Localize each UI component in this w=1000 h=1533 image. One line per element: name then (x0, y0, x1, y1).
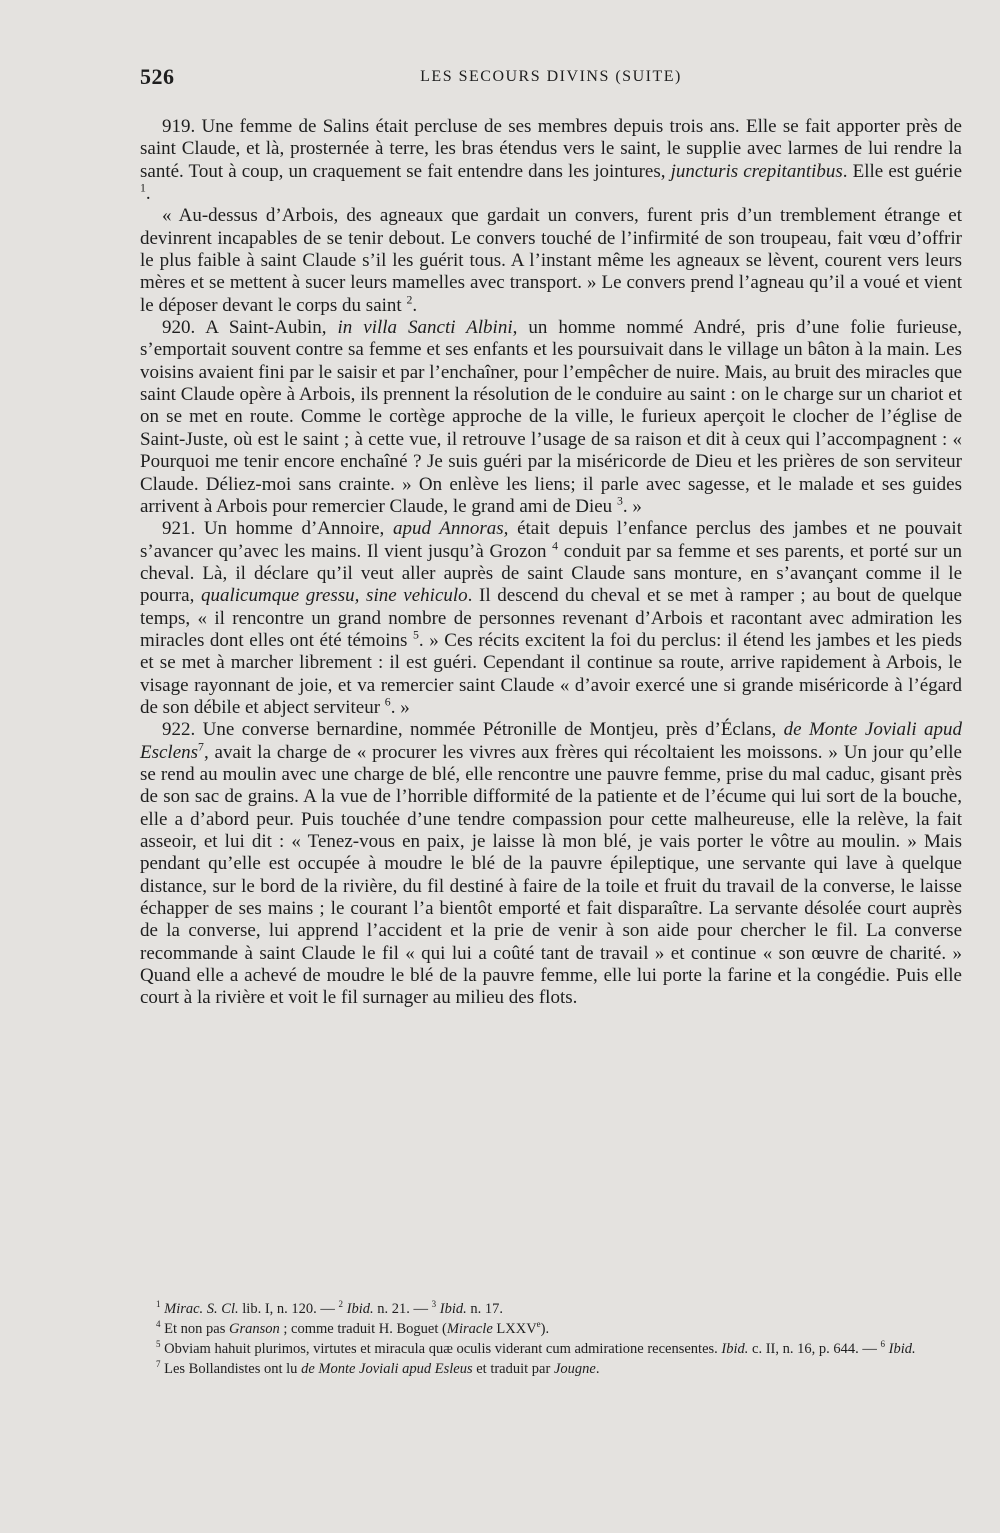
text-run: « Au-dessus d’Arbois, des agneaux que gardait un convers, furent pris d’un tremblement étrange et devinrent incapables de se tenir debout. Le convers touché de l’infirmité de son troupeau, fait vœu d’offrir le plus faible à saint Claude s’il les guérit tous. A l’instant même les agneaux se lèvent, courent vers leurs mères et se mettent à sucer leurs mamelles avec transport. » Le convers prend l’agneau qu’il a voué et vient le déposer devant le corps du saint (140, 205, 962, 316)
italic-phrase: juncturis crepitantibus (670, 160, 843, 182)
text-run: 919. Une femme de Salins était percluse de ses membres depuis trois ans. Elle se fait apporter près de saint Claude, et là, prosternée à terre, les bras étendus vers le saint, le supplie avec larmes de lui rendre la santé. Tout à coup, un craquement se fait entendre dans les jointures, (140, 116, 962, 182)
text-run: . (412, 294, 418, 316)
note-ref: 4 (552, 539, 559, 553)
note-ref: e (536, 1319, 541, 1330)
italic-phrase: Granson (228, 1321, 280, 1337)
text-run: . » Ces récits excitent la foi du perclus: il étend les jambes et les pieds et se met à marcher librement : il est guéri. Cependant il continue sa route, arrive rapidement à Arbois, le visage rayonnant de joie, et va remercier saint Claude « d’avoir exercé une si grande miséricorde à l’égard de son débile et abject serviteur (140, 629, 963, 718)
italic-phrase: qualicumque gressu, sine vehiculo (200, 585, 468, 607)
text-run: ; comme traduit H. Boguet ( (279, 1321, 447, 1337)
text-run: Obviam hahuit plurimos, virtutes et miracula quæ oculis viderant cum admiratione recensentes. (160, 1341, 722, 1357)
text-run: Et non pas (160, 1321, 229, 1337)
paragraph (140, 116, 962, 205)
text-run: et traduit par (472, 1361, 554, 1377)
page-number: 526 (140, 64, 175, 89)
text-run: . (145, 183, 151, 205)
text-run: était depuis l’enfance perclus des jambes et ne pouvait s’avancer qu’avec les mains. Il vient jusqu’à Grozon (140, 518, 962, 562)
footnotes (140, 1299, 962, 1379)
footnote (140, 1299, 962, 1319)
note-ref: 2 (406, 293, 413, 307)
text-run: lib. I, n. 120. — (238, 1301, 339, 1317)
note-ref: 3 (431, 1299, 437, 1310)
italic-phrase: Jougne (553, 1361, 596, 1377)
text-run: , un homme nommé André, pris d’une folie furieuse, s’emportait souvent contre sa femme et ses enfants et les poursuivait dans le village un bâton à la main. Les voisins avaient fini par le saisir et par l’enchaîner, pour l’empêcher de nuire. Mais, au bruit des miracles que saint Claude opère à Arbois, ils prennent la résolution de le conduire au saint : on le charge sur un chariot et on se met en route. Comme le cortège approche de la ville, le furieux aperçoit le clocher de l’église de Saint-Juste, où est le saint ; à cette vue, il retrouve l’usage de sa raison et dit à ceux qui l’accompagnent : « Pourquoi me tenir encore enchaîné ? Je suis guéri par la miséricorde de Dieu et les prières de son serviteur Claude. Déliez-moi sans crainte. » On enlève les liens; il parle avec sagesse, et le malade et ses guides arrivent à Arbois pour remercier Claude, le grand ami de Dieu (140, 317, 963, 517)
text-run: n. 21. — (373, 1301, 432, 1317)
note-ref: 6 (880, 1339, 885, 1350)
note-ref: 5 (412, 628, 419, 642)
text-run: ). (540, 1321, 550, 1337)
italic-phrase: de Monte Joviali apud Esleus (301, 1361, 473, 1377)
italic-phrase: apud Annoras, (392, 518, 509, 540)
footnote (140, 1359, 962, 1379)
text-run: 922. Une converse bernardine, nommée Pétronille de Montjeu, près d’Éclans, (162, 719, 784, 741)
italic-phrase: Miracle (446, 1321, 493, 1337)
italic-phrase: de Monte Joviali apud Esclens (140, 719, 962, 763)
italic-phrase: Ibid. (439, 1301, 467, 1317)
paragraph (140, 205, 962, 317)
body-text (140, 116, 962, 1010)
text-run: . Elle est guérie (842, 160, 962, 182)
paragraph (140, 518, 962, 719)
note-ref: 1 (140, 181, 146, 195)
text-run: . (595, 1361, 600, 1377)
paragraph (140, 719, 962, 1009)
footnote (140, 1339, 962, 1359)
page-header (140, 64, 962, 100)
italic-phrase: Ibid. (346, 1301, 374, 1317)
text-run: . » (390, 696, 410, 718)
italic-phrase: Mirac. S. Cl. (164, 1301, 239, 1317)
note-ref: 6 (384, 695, 391, 709)
text-run: . » (622, 495, 642, 517)
text-run: . Il descend du cheval et se met à ramper ; au bout de quelque temps, « il rencontre un grand nombre de personnes revenant d’Arbois et racontant avec admiration les miracles dont elles ont été témoins (140, 585, 962, 651)
note-ref: 5 (156, 1339, 161, 1350)
paragraph (140, 317, 962, 518)
italic-phrase: Ibid. (721, 1341, 749, 1357)
note-ref: 7 (156, 1359, 161, 1370)
note-ref: 4 (156, 1319, 161, 1330)
text-run: 921. Un homme d’Annoire, (162, 518, 393, 540)
text-run: c. II, n. 16, p. 644. — (748, 1341, 881, 1357)
italic-phrase: in villa Sancti Albini (337, 317, 513, 339)
running-title: LES SECOURS DIVINS (SUITE) (420, 68, 682, 85)
text-run: , avait la charge de « procurer les vivres aux frères qui récoltaient les moissons. » Un jour qu’elle se rend au moulin avec une charge de blé, elle rencontre une pauvre femme, prise du mal caduc, gisant près de son sac de grains. A la vue de l’horrible difformité de la patiente et de l’écume qui lui sort de la bouche, elle a d’abord peur. Puis touchée d’une tendre compassion pour cette malheureuse, elle la relève, la fait asseoir, et lui dit : « Tenez-vous en paix, je laisse là mon blé, je vais porter le vôtre au moulin. » Mais pendant qu’elle est occupée à moudre le blé de la pauvre épileptique, une servante qui lave à quelque distance, sur le bord de la rivière, du fil destiné à faire de la toile et fruit du travail de la converse, le laisse échapper de ses mains ; le courant l’a bientôt emporté et fait disparaître. La servante désolée court auprès de la converse, lui apprend l’accident et la prie de venir à son aide pour chercher le fil. La converse recommande à saint Claude le fil « qui lui a coûté tant de travail » et continue « son œuvre de charité. » Quand elle a achevé de moudre le blé de la pauvre femme, elle lui porte la farine et la congédie. Puis elle court à la rivière et voit le fil surnager au milieu des flots. (140, 741, 962, 1009)
text-run: Les Bollandistes ont lu (160, 1361, 302, 1377)
text-run: n. 17. (466, 1301, 503, 1317)
italic-phrase: Ibid. (888, 1341, 916, 1357)
note-ref: 2 (338, 1299, 344, 1310)
text-run: conduit par sa femme et ses parents, et porté sur un cheval. Là, il déclare qu’il veut aller auprès de saint Claude sans monture, en s’avançant comme il le pourra, (140, 540, 962, 607)
text-run: 920. A Saint-Aubin, (162, 317, 338, 339)
footnote (140, 1319, 962, 1339)
text-run: LXXV (492, 1321, 537, 1337)
note-ref: 3 (616, 494, 623, 508)
note-ref: 1 (156, 1299, 161, 1310)
note-ref: 7 (198, 740, 204, 754)
